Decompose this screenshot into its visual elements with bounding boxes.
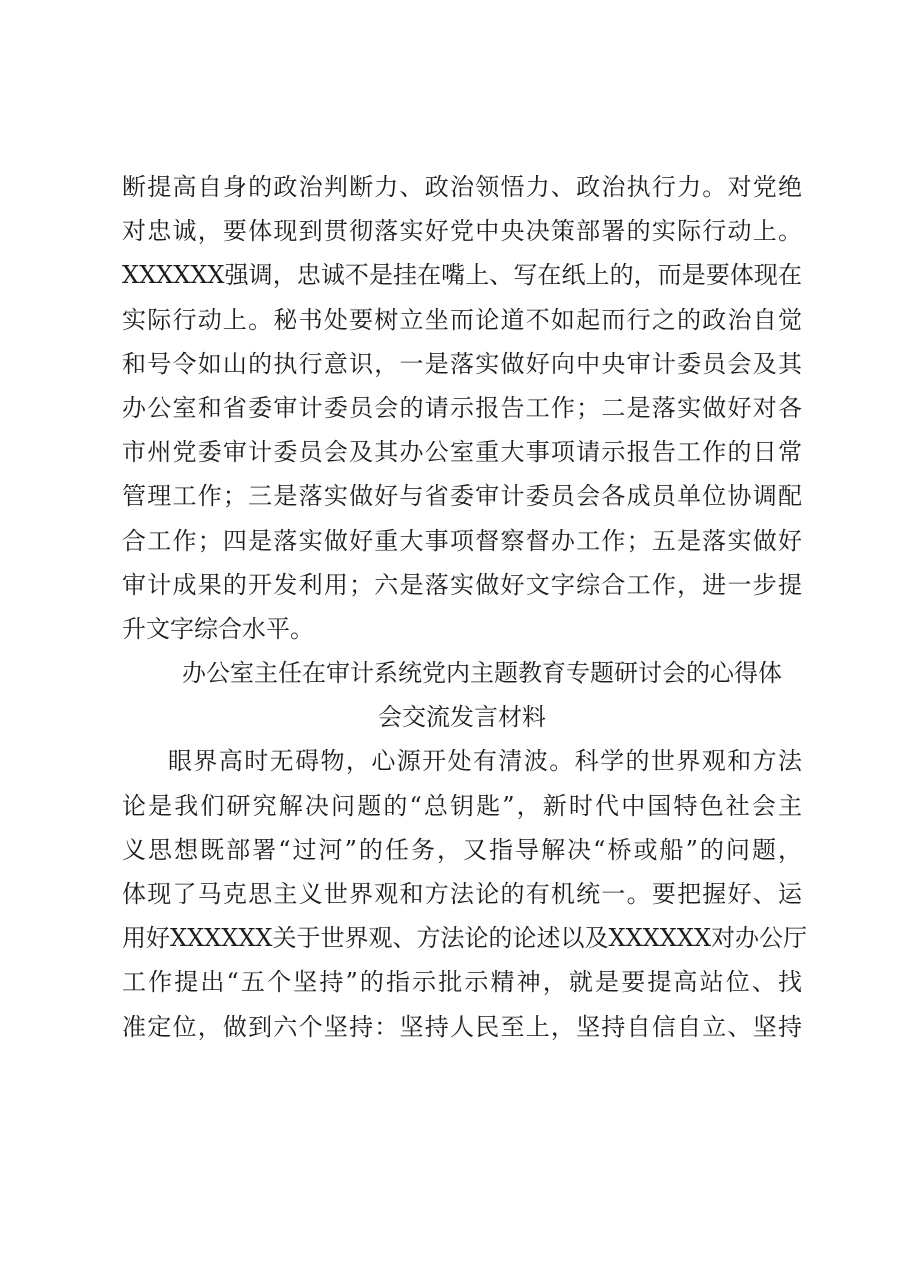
text-line: 升文字综合水平。 — [122, 614, 314, 643]
text-line: XXXXXX强调，忠诚不是挂在嘴上、写在纸上的，而是要体现在 — [122, 261, 802, 290]
title-line: 会交流发言材料 — [378, 703, 546, 732]
text-line: 合工作；四是落实做好重大事项督察督办工作；五是落实做好 — [122, 526, 802, 555]
text-line: 市州党委审计委员会及其办公室重大事项请示报告工作的日常 — [122, 438, 802, 467]
text-line: 体现了马克思主义世界观和方法论的有机统一。要把握好、运 — [122, 880, 802, 908]
text-line: 实际行动上。秘书处要树立坐而论道不如起而行之的政治自觉 — [122, 305, 802, 334]
paragraph-body — [122, 739, 808, 1048]
text-line: 对忠诚，要体现到贯彻落实好党中央决策部署的实际行动上。 — [122, 217, 802, 246]
title-line: 办公室主任在审计系统党内主题教育专题研讨会的心得体 — [182, 659, 782, 688]
text-line: 断提高自身的政治判断力、政治领悟力、政治执行力。对党绝 — [122, 173, 802, 201]
text-line: 论是我们研究解决问题的“总钥匙”，新时代中国特色社会主 — [122, 791, 802, 820]
text-line: 审计成果的开发利用；六是落实做好文字综合工作，进一步提 — [122, 570, 802, 599]
text-line: 和号令如山的执行意识，一是落实做好向中央审计委员会及其 — [122, 349, 802, 378]
text-line: 眼界高时无碍物，心源开处有清波。科学的世界观和方法 — [168, 747, 802, 776]
text-line: 工作提出“五个坚持”的指示批示精神，就是要提高站位、找 — [122, 968, 802, 997]
text-line: 准定位，做到六个坚持：坚持人民至上，坚持自信自立、坚持 — [122, 1012, 802, 1041]
paragraph-continuation — [122, 165, 802, 651]
text-line: 管理工作；三是落实做好与省委审计委员会各成员单位协调配 — [122, 482, 802, 511]
text-line: 办公室和省委审计委员会的请示报告工作；二是落实做好对各 — [122, 393, 802, 422]
document-body — [122, 165, 808, 1049]
section-title — [122, 651, 802, 739]
text-line: 义思想既部署“过河”的任务，又指导解决“桥或船”的问题， — [122, 835, 802, 864]
text-line: 用好XXXXXX关于世界观、方法论的论述以及XXXXXX对办公厅 — [122, 924, 808, 953]
